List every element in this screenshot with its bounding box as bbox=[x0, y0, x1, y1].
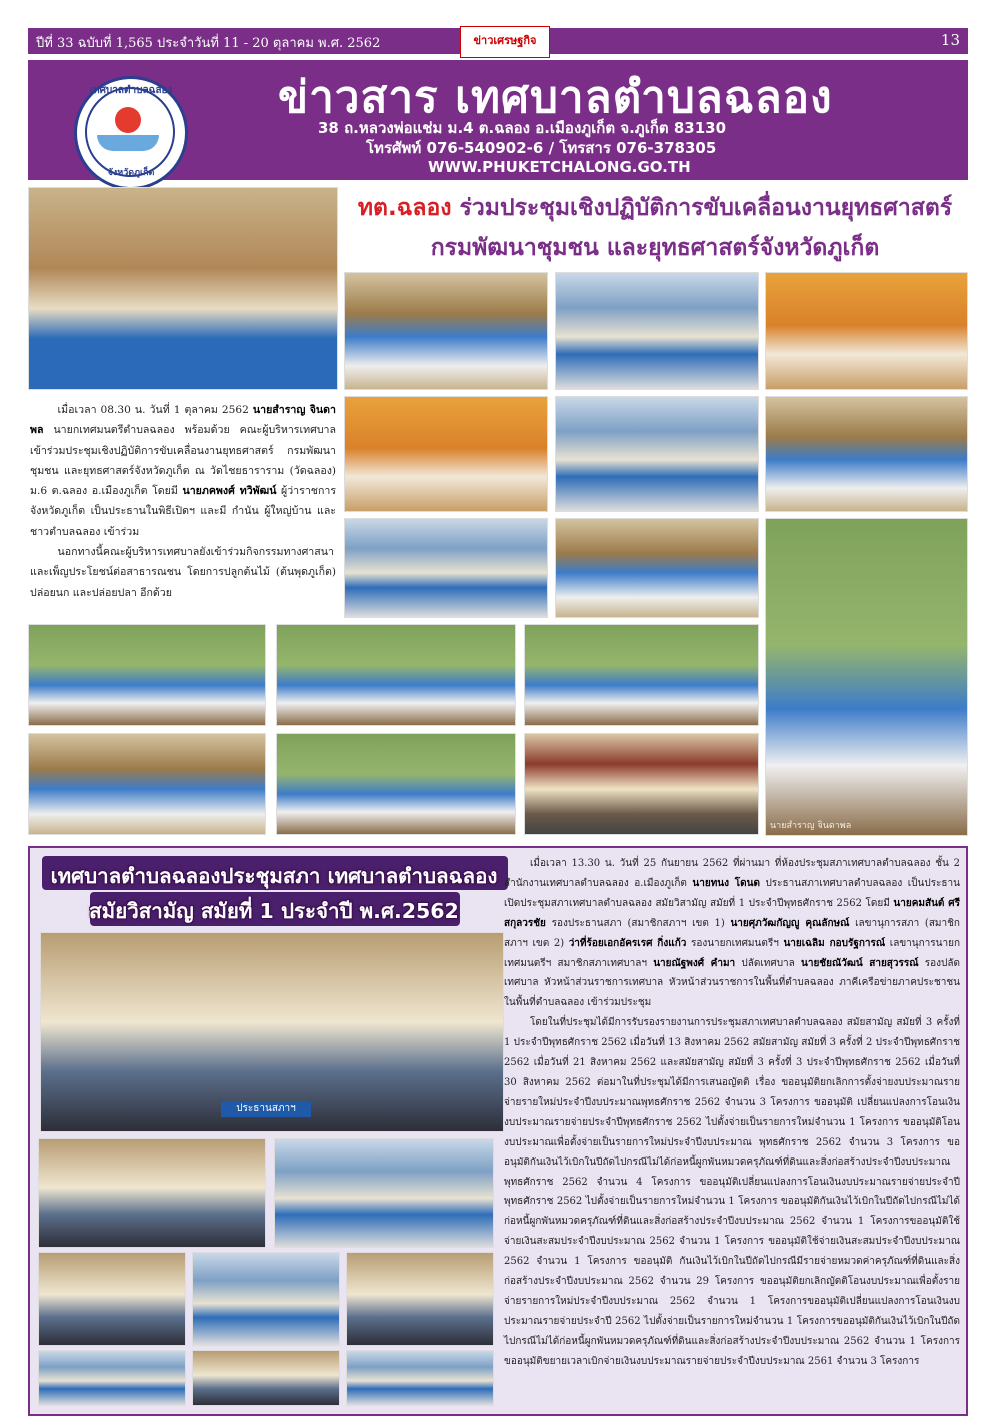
photo-group-2 bbox=[276, 624, 516, 726]
photo-meeting-1 bbox=[344, 272, 548, 390]
photo-council-room-2 bbox=[274, 1138, 494, 1248]
article1-body bbox=[30, 400, 336, 603]
council-title-line2: สมัยวิสามัญ สมัยที่ 1 ประจำปี พ.ศ.2562 bbox=[89, 899, 459, 923]
article1-paragraph-2: นอกทางนี้คณะผู้บริหารเทศบาลยังเข้าร่วมกิจกรรมทางศาสนา และเพ็ญประโยชน์ต่อสาธารณชน โดยการปลูกต้นไม้ (ต้นพุดภูเก็ต) ปล่อยนก และปล่อยปลา อีกด้วย bbox=[30, 546, 336, 599]
sign-caption: นายสำราญ จินดาพล bbox=[770, 821, 852, 831]
municipality-seal-icon bbox=[74, 76, 188, 190]
council-meeting-section bbox=[28, 846, 968, 1416]
photo-meeting-2 bbox=[555, 272, 759, 390]
photo-audience-1 bbox=[555, 396, 759, 512]
photo-council-member-6 bbox=[346, 1350, 494, 1406]
photo-tree-watering bbox=[765, 518, 968, 836]
article1-headline bbox=[342, 190, 968, 226]
masthead bbox=[28, 60, 968, 180]
article1-headline-line2: กรมพัฒนาชุมชน และยุทธศาสตร์จังหวัดภูเก็ต bbox=[430, 235, 880, 261]
issue-strip bbox=[28, 28, 968, 54]
photo-council-member-3 bbox=[346, 1252, 494, 1346]
masthead-phone: โทรศัพท์ 076-540902-6 / โทรสาร 076-378305 bbox=[366, 139, 717, 157]
seal-top-text: เทศบาลตำบลฉลอง bbox=[89, 85, 173, 96]
photo-council-member-1 bbox=[38, 1252, 186, 1346]
photo-council-member-2 bbox=[192, 1252, 340, 1346]
photo-audience-2 bbox=[765, 396, 968, 512]
council-title-line1: เทศบาลตำบลฉลองประชุมสภา เทศบาลตำบลฉลอง bbox=[50, 864, 498, 888]
photo-audience-4 bbox=[555, 518, 759, 618]
article2-paragraph-2: โดยในที่ประชุมได้มีการรับรองรายงานการประชุมสภาเทศบาลตำบลฉลอง สมัยสามัญ สมัยที่ 3 ครั้งที่ 1 ประจำปีพุทธศักราช 2562 เมื่อวันที่ 13 สิงหาคม 2562 สมัยสามัญ สมัยที่ 3 ครั้งที่ 2 ประจำปีพุทธศักราช 2562 เมื่อวันที่ 21 สิงหาคม 2562 และสมัยสามัญ สมัยที่ 3 ครั้งที่ 3 ประจำปีพุทธศักราช 2562 เมื่อวันที่ 30 สิงหาคม 2562 ต่อมาในที่ประชุมได้มีการเสนอญัตติ เรื่อง ขออนุมัติยกเลิกการตั้งจ่ายงบประมาณรายจ่ายรายใหม่ประจำปีงบประมาณพุทธศักราช 2562 จำนวน 3 โครงการ ขออนุมัติ เปลี่ยนแปลงการโอนเงินงบประมาณรายจ่ายประจำปีพุทธศักราช 2562 ไปตั้งจ่ายเป็นรายการใหม่จำนวน 1 โครงการ ขออนุมัติโอนงบประมาณเพื่อตั้งจ่ายเป็นรายการใหม่ประจำปีงบประมาณ พุทธศักราช 2562 จำนวน 3 โครงการ ขออนุมัติกันเงินไว้เบิกในปีถัดไปกรณีไม่ได้ก่อหนี้ผูกพันหมวดครุภัณฑ์ที่ดินและสิ่งก่อสร้างประจำปีงบประมาณพุทธศักราช 2562 จำนวน 4 โครงการ ขออนุมัติเปลี่ยนแปลงการโอนเงินงบประมาณรายจ่ายประจำปีพุทธศักราช 2562 ไปตั้งจ่ายเป็นรายการใหม่จำนวน 1 โครงการ ขออนุมัติกันเงินไว้เบิกในปีถัดไปกรณีไม่ได้ก่อหนี้ผูกพันหมวดครุภัณฑ์ที่ดินและสิ่งก่อสร้างประจำปีงบประมาณ 2562 จำนวน 1 โครงการขออนุมัติใช้จ่ายเงินสะสมประจำปีงบประมาณ 2562 จำนวน 1 โครงการ ขออนุมัติใช้จ่ายเงินสะสมประจำปีงบประมาณ 2562 จำนวน 1 โครงการ ขออนุมัติ กันเงินไว้เบิกในปีถัดไปกรณีมีรายจ่ายหมวดค่าครุภัณฑ์ที่ดินและสิ่งก่อสร้างประจำปีงบประมาณ 2562 จำนวน 29 โครงการ ขออนุมัติยกเลิกญัตติโอนงบประมาณเพื่อตั้งรายจ่ายรายการใหม่ประจำปีงบประมาณ 2562 จำนวน 1 โครงการขออนุมัติเปลี่ยนแปลงการโอนเงินงบประมาณรายจ่ายประจำปี 2562 ไปตั้งจ่ายเป็นรายการใหม่จำนวน 1 โครงการขออนุมัติกันเงินไว้เบิกในปีถัดไปกรณีไม่ได้ก่อหนี้ผูกพันหมวดครุภัณฑ์ที่ดินและสิ่งก่อสร้างประจำปีงบประมาณ 2562 จำนวน 1 โครงการขออนุมัติขยายเวลาเบิกจ่ายเงินงบประมาณรายจ่ายประจำปีงบประมาณ 2561 จำนวน 3 โครงการ bbox=[504, 1017, 960, 1367]
article2-body bbox=[504, 854, 960, 1372]
photo-altar-ceremony bbox=[28, 187, 338, 390]
headline-text: ร่วมประชุมเชิงปฏิบัติการขับเคลื่อนงานยุทธศาสตร์ bbox=[451, 195, 953, 221]
photo-planting-2 bbox=[276, 733, 516, 835]
headline-highlight: ทต.ฉลอง bbox=[357, 195, 452, 221]
photo-council-chair bbox=[40, 932, 504, 1132]
masthead-address: 38 ถ.หลวงพ่อแช่ม ม.4 ต.ฉลอง อ.เมืองภูเก็ต จ.ภูเก็ต 83130 bbox=[318, 119, 727, 137]
masthead-website: WWW.PHUKETCHALONG.GO.TH bbox=[428, 158, 691, 176]
seal-bottom-text: จังหวัดภูเก็ต bbox=[107, 168, 155, 178]
chair-nameplate: ประธานสภาฯ bbox=[221, 1101, 311, 1117]
photo-council-member-4 bbox=[38, 1350, 186, 1406]
page-number: 13 bbox=[940, 31, 960, 49]
photo-council-room-1 bbox=[38, 1138, 266, 1248]
masthead-title: ข่าวสาร เทศบาลตำบลฉลอง bbox=[278, 72, 833, 123]
photo-monks-1 bbox=[765, 272, 968, 390]
photo-council-member-5 bbox=[192, 1350, 340, 1406]
issue-line: ปีที่ 33 ฉบับที่ 1,565 ประจำวันที่ 11 - 20 ตุลาคม พ.ศ. 2562 bbox=[36, 36, 381, 51]
photo-audience-3 bbox=[344, 518, 548, 618]
photo-campaign-stage bbox=[524, 733, 759, 835]
photo-walking bbox=[28, 733, 266, 835]
article1-paragraph-1: เมื่อเวลา 08.30 น. วันที่ 1 ตุลาคม 2562 นายสำราญ จินดาพล นายกเทศมนตรีตำบลฉลอง พร้อมด้วย คณะผู้บริหารเทศบาล เข้าร่วมประชุมเชิงปฏิบัติการขับเคลื่อนงานยุทธศาสตร์ กรมพัฒนาชุมชน และยุทธศาสตร์จังหวัดภูเก็ต ณ วัดไชยธาราราม (วัดฉลอง) ม.6 ต.ฉลอง อ.เมืองภูเก็ต โดยมี นายภคพงศ์ ทวิพัฒน์ ผู้ว่าราชการจังหวัดภูเก็ต เป็นประธานในพิธีเปิดฯ และมี กำนัน ผู้ใหญ่บ้าน และชาวตำบลฉลอง เข้าร่วม bbox=[30, 404, 337, 538]
article2-paragraph-1: เมื่อเวลา 13.30 น. วันที่ 25 กันยายน 2562 ที่ผ่านมา ที่ห้องประชุมสภาเทศบาลตำบลฉลอง ชั้น 2 สำนักงานเทศบาลตำบลฉลอง อ.เมืองภูเก็ต นายทนง โดนด ประธานสภาเทศบาลตำบลฉลอง เป็นประธานเปิดประชุมสภาเทศบาลตำบลฉลอง สมัยวิสามัญ สมัยที่ 1 ประจำปีพุทธศักราช 2562 โดยมี นายคมสันต์ ศรีสกุลวรชัย รองประธานสภา (สมาชิกสภาฯ เขต 1) นายศุภวัฒกัญญู คุณลักษณ์ เลขานุการสภา (สมาชิกสภาฯ เขต 2) ว่าที่ร้อยเอกอัครเรศ กิ่งแก้ว รองนายกเทศมนตรีฯ นายเฉลิม กอบรัฐการณ์ เลขานุการนายกเทศมนตรีฯ สมาชิกสภาเทศบาลฯ นายณัฐพงศ์ คำมา ปลัดเทศบาล นายชัยณัวัฒน์ สายสุวรรณ์ รองปลัดเทศบาล หัวหน้าส่วนราชการเทศบาล หัวหน้าส่วนราชการในพื้นที่ตำบลฉลอง ภาคีเครือข่ายภาคประชาชนในพื้นที่ตำบลฉลอง เข้าร่วมประชุม bbox=[504, 858, 961, 1009]
photo-planting-1 bbox=[524, 624, 759, 726]
photo-monks-2 bbox=[344, 396, 548, 512]
photo-group-1 bbox=[28, 624, 266, 726]
newspaper-logo: ข่าวเศรษฐกิจ bbox=[460, 26, 550, 58]
